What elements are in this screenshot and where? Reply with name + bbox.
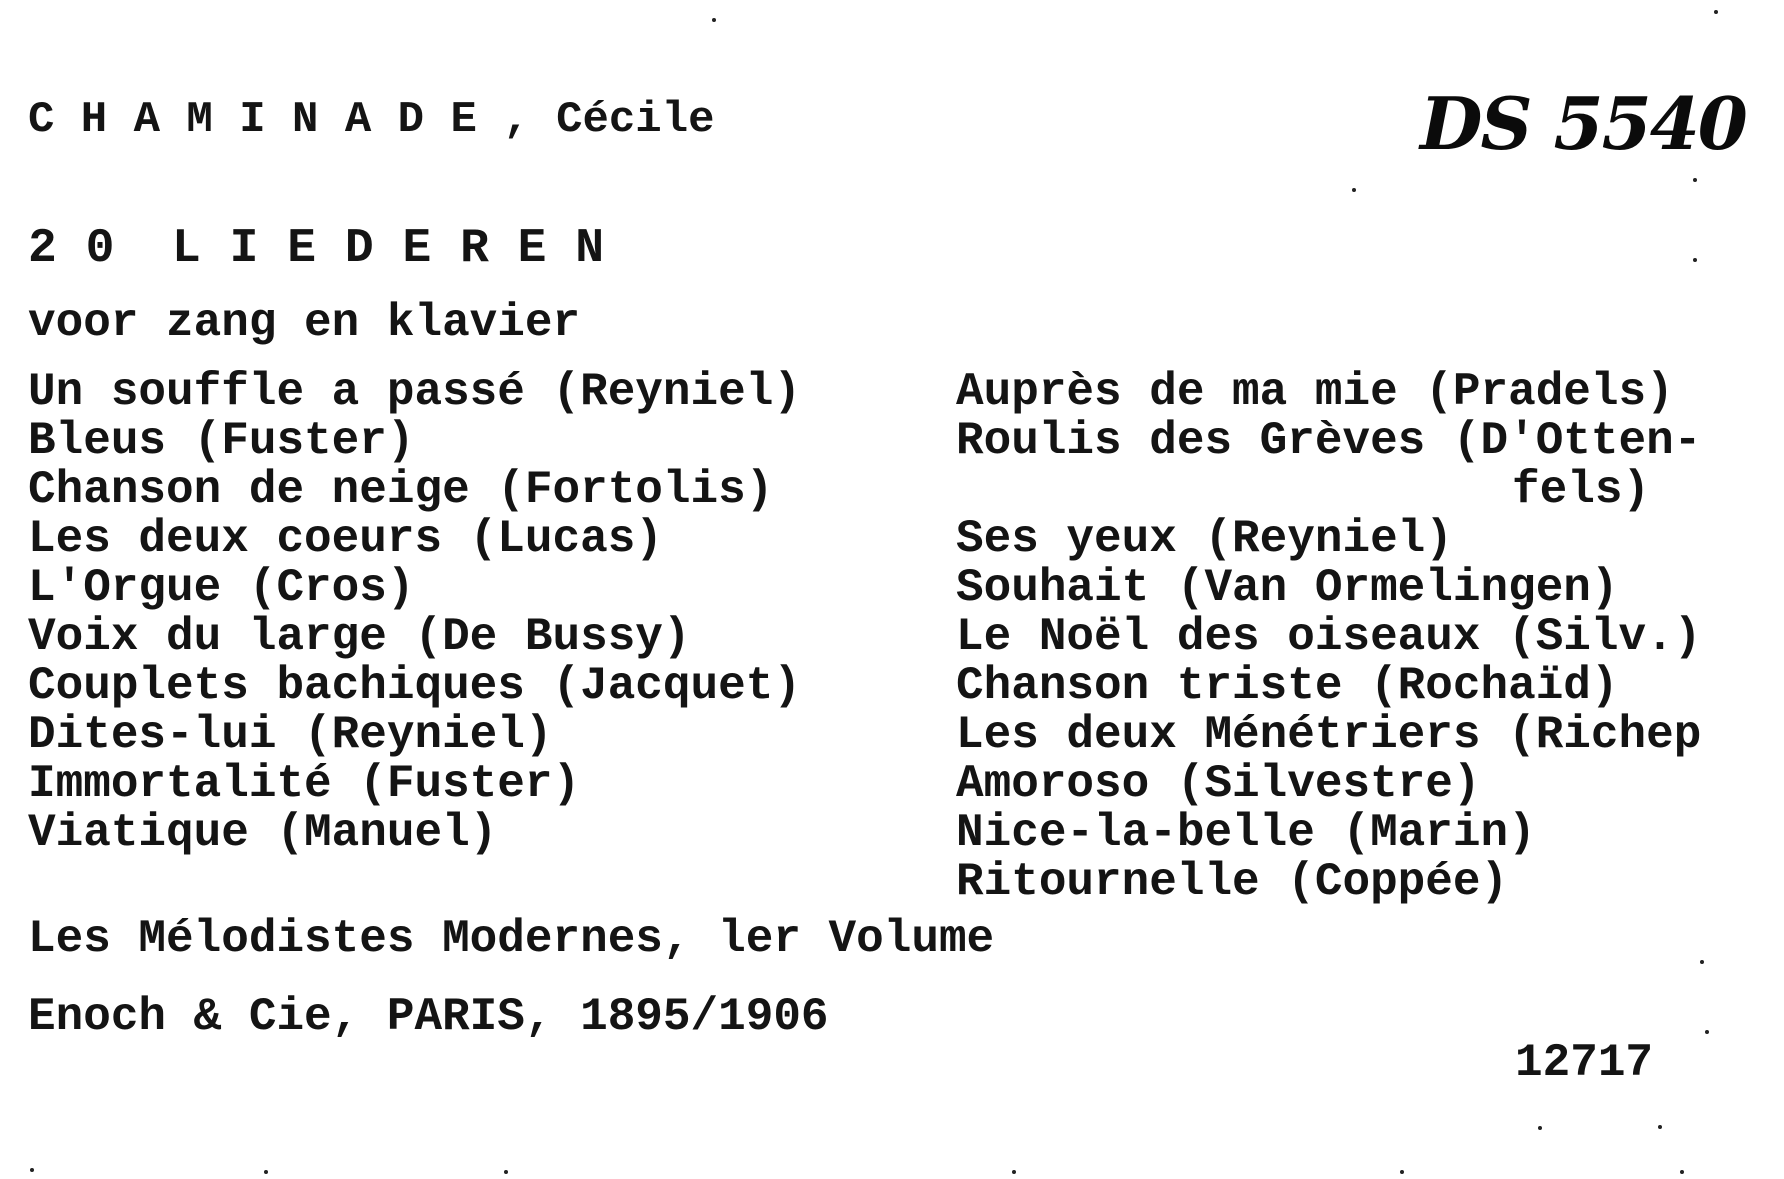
scan-speck <box>30 1168 34 1172</box>
scan-speck <box>1658 1125 1662 1129</box>
song-entry: Ses yeux (Reyniel) <box>956 513 1453 565</box>
scan-speck <box>1012 1170 1016 1174</box>
song-list-right <box>956 368 1701 907</box>
song-entry-continuation: fels) <box>1512 464 1651 516</box>
card-number: 12717 <box>1515 1037 1654 1089</box>
song-entry: Dites-lui (Reyniel) <box>28 709 553 761</box>
song-entry: Un souffle a passé (Reyniel) <box>28 366 801 418</box>
song-entry: Voix du large (De Bussy) <box>28 611 691 663</box>
song-entry: Auprès de ma mie (Pradels) <box>956 366 1674 418</box>
work-title: 2 0 L I E D E R E N <box>28 222 605 276</box>
song-entry: Bleus (Fuster) <box>28 415 415 467</box>
scan-speck <box>1538 1126 1542 1130</box>
song-entry: Les deux coeurs (Lucas) <box>28 513 663 565</box>
scan-speck <box>1714 10 1718 14</box>
scan-speck <box>504 1170 508 1174</box>
scan-speck <box>264 1170 268 1174</box>
song-entry: Ritournelle (Coppée) <box>956 856 1509 908</box>
song-entry: Nice-la-belle (Marin) <box>956 807 1536 859</box>
work-subtitle: voor zang en klavier <box>28 297 581 349</box>
scan-speck <box>712 18 716 22</box>
song-entry: Le Noël des oiseaux (Silv.) <box>956 611 1702 663</box>
series-line: Les Mélodistes Modernes, ler Volume <box>28 913 995 965</box>
scan-speck <box>1700 960 1704 964</box>
song-list-left <box>28 368 801 858</box>
song-entry: Roulis des Grèves (D'Otten- <box>956 415 1702 467</box>
song-entry: Chanson triste (Rochaïd) <box>956 660 1619 712</box>
song-entry: Viatique (Manuel) <box>28 807 498 859</box>
composer-heading: C H A M I N A D E , Cécile <box>28 95 715 145</box>
handwritten-shelfmark: DS 5540 <box>1420 81 1746 166</box>
publisher-line: Enoch & Cie, PARIS, 1895/1906 <box>28 991 829 1043</box>
scan-speck <box>1680 1170 1684 1174</box>
scan-speck <box>1400 1170 1404 1174</box>
song-entry: Les deux Ménétriers (Richep <box>956 709 1702 761</box>
song-entry: Immortalité (Fuster) <box>28 758 581 810</box>
scan-speck <box>1705 1030 1709 1034</box>
song-entry: Chanson de neige (Fortolis) <box>28 464 774 516</box>
song-entry: L'Orgue (Cros) <box>28 562 415 614</box>
scan-speck <box>1693 178 1697 182</box>
song-entry: Couplets bachiques (Jacquet) <box>28 660 801 712</box>
song-entry: Souhait (Van Ormelingen) <box>956 562 1619 614</box>
song-entry: Amoroso (Silvestre) <box>956 758 1481 810</box>
scan-speck <box>1693 258 1697 262</box>
scan-speck <box>1352 188 1356 192</box>
